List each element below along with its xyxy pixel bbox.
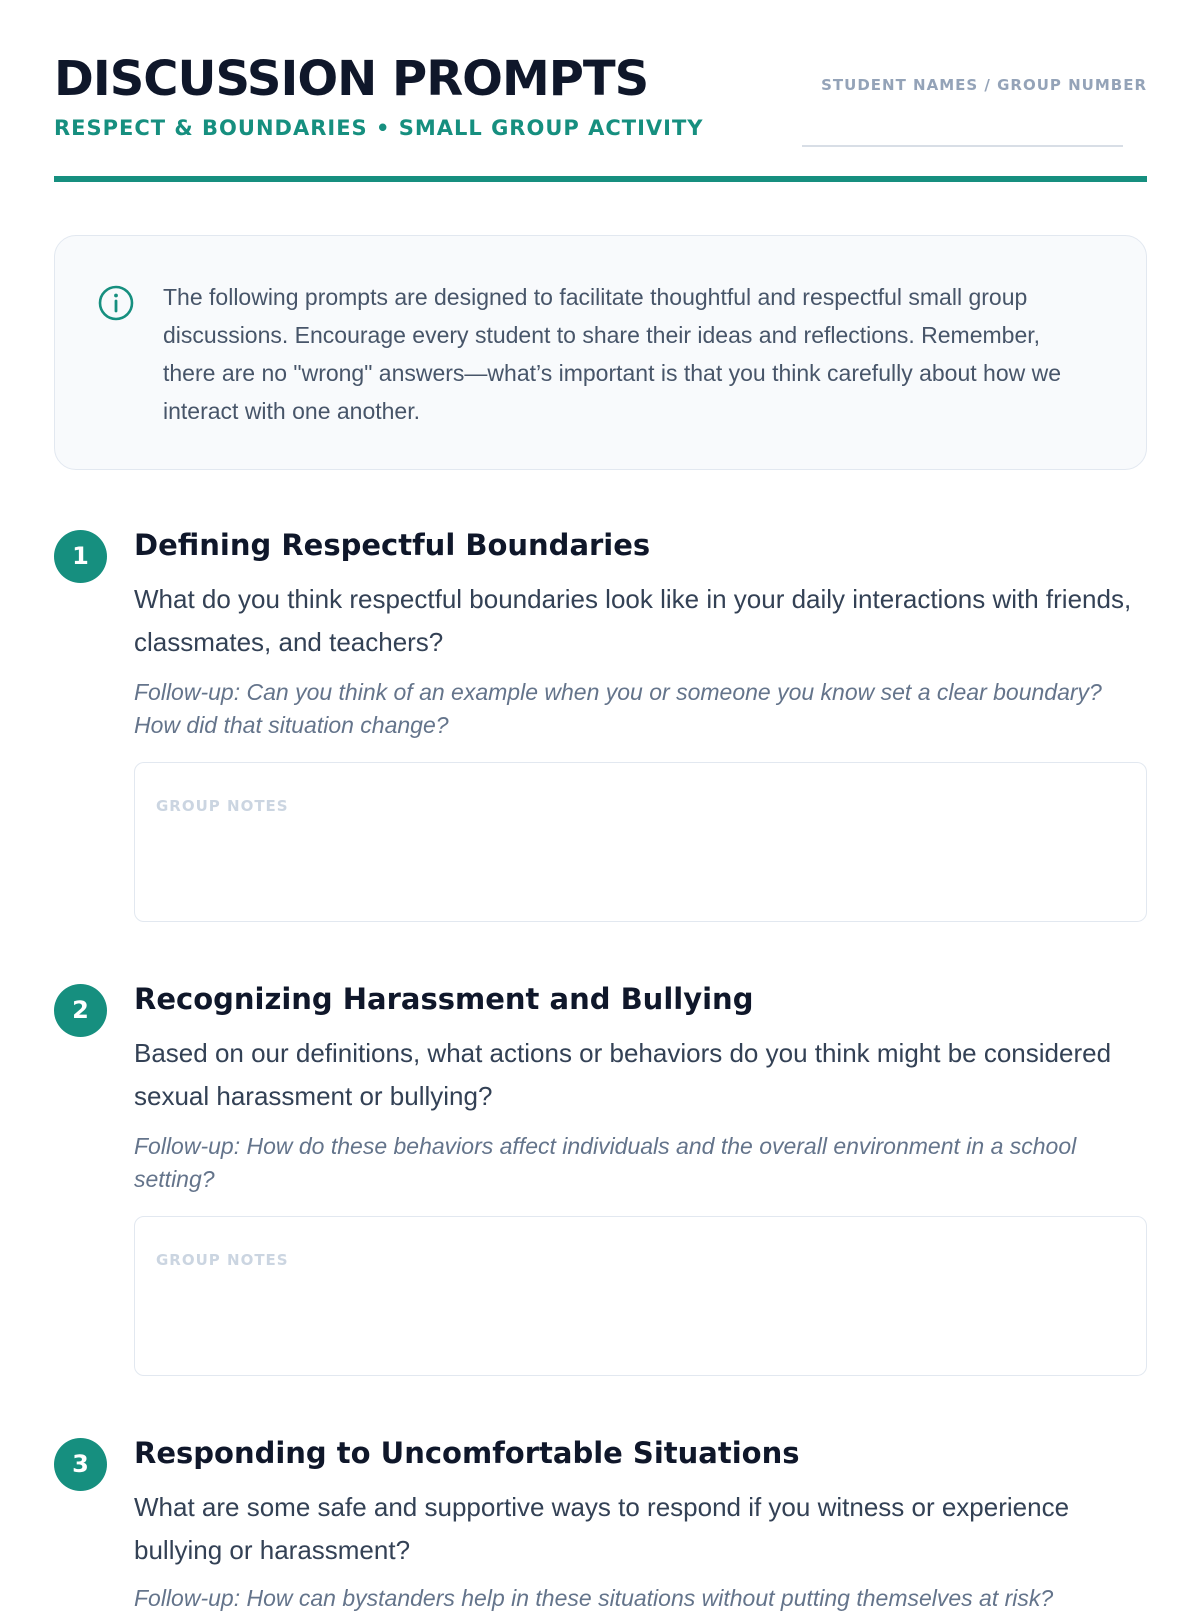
prompt-question: What are some safe and supportive ways to respond if you witness or experience bullying or harassment?	[134, 1492, 1070, 1565]
instructions-text: The following prompts are designed to facilitate thoughtful and respectful small group discussions. Encourage every student to share their ideas and reflections. Remember, there are no "wrong" answers—what’s important is that you think carefully about how we interact with one another.	[163, 284, 1062, 424]
prompt-question: Based on our definitions, what actions or behaviors do you think might be considered sexual harassment or bullying?	[134, 1038, 1112, 1111]
student-names-field[interactable]	[802, 145, 1123, 147]
page-subtitle: RESPECT & BOUNDARIES • SMALL GROUP ACTIVITY	[54, 116, 704, 140]
worksheet-page	[54, 0, 1147, 1611]
prompt-number-badge: 3	[54, 1438, 107, 1491]
student-names-block	[802, 76, 1147, 94]
worksheet-header	[54, 0, 1147, 182]
info-circle-icon	[98, 285, 134, 321]
prompt-number-badge: 1	[54, 530, 107, 583]
prompt-title: Recognizing Harassment and Bullying	[134, 982, 754, 1016]
prompt-title: Defining Respectful Boundaries	[134, 528, 651, 562]
prompt-number-badge: 2	[54, 984, 107, 1037]
prompt-question: What do you think respectful boundaries look like in your daily interactions with friends, classmates, and teachers?	[134, 584, 1132, 657]
page-title: DISCUSSION PROMPTS	[54, 51, 649, 107]
group-notes-field[interactable]	[134, 1216, 1147, 1376]
group-notes-label: GROUP NOTES	[156, 797, 289, 815]
group-notes-field[interactable]	[134, 762, 1147, 922]
group-notes-label: GROUP NOTES	[156, 1251, 289, 1269]
prompt-title: Responding to Uncomfortable Situations	[134, 1436, 800, 1470]
prompt-followup: Follow-up: How do these behaviors affect individuals and the overall environment in a school setting?	[134, 1133, 1077, 1192]
student-names-label: STUDENT NAMES / GROUP NUMBER	[821, 76, 1147, 94]
prompt-followup: Follow-up: How can bystanders help in these situations without putting themselves at risk?	[134, 1585, 1054, 1611]
instructions-box	[54, 235, 1147, 470]
prompt-followup: Follow-up: Can you think of an example when you or someone you know set a clear boundary? How did that situation change?	[134, 679, 1102, 738]
